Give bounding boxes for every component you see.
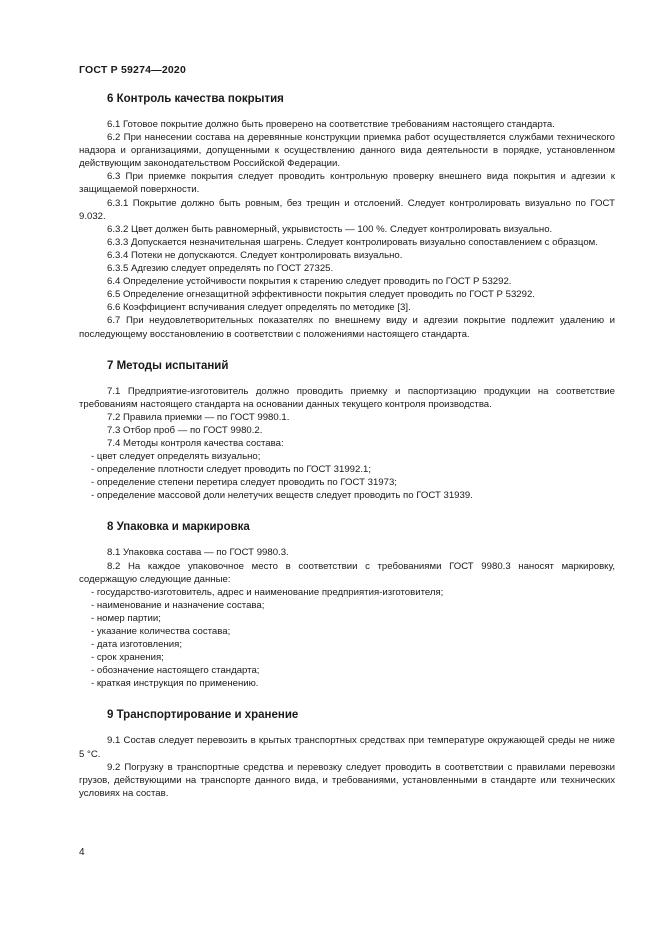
paragraph: 6.7 При неудовлетворительных показателях по внешнему виду и адгезии покрытие подлежит удалению и последующему восстановлению в соответствии с положениями настоящего стандарта. — [79, 315, 615, 340]
section-title: 8 Упаковка и маркировка — [107, 521, 250, 534]
section — [79, 520, 615, 690]
paragraph: 7.1 Предприятие-изготовитель должно проводить приемку и паспортизацию продукции на соответствие требованиям настоящего стандарта на основании данных текущего контроля производства. — [79, 385, 615, 410]
paragraph: 7.3 Отбор проб — по ГОСТ 9980.2. — [107, 424, 263, 436]
section — [79, 92, 615, 341]
list-item: - определение массовой доли нелетучих веществ следует проводить по ГОСТ 31939. — [91, 490, 473, 502]
list-item: - краткая инструкция по применению. — [91, 678, 259, 690]
page-number: 4 — [79, 847, 85, 858]
paragraph: 6.2 При нанесении состава на деревянные конструкции приемка работ осуществляется службами технического надзора и организациями, допущенными к осуществлению данного вида деятельности в порядке, установленном действующим законодательством Российской Федерации. — [79, 132, 615, 170]
list-item: - номер партии; — [91, 612, 161, 624]
section — [79, 359, 615, 503]
paragraph: 9.2 Погрузку в транспортные средства и перевозку следует проводить в соответствии с правилами перевозки грузов, действующими на транспорте данного вида, и требованиями, установленными в стандарте или технических условиях на состав. — [79, 761, 615, 799]
section-title: 7 Методы испытаний — [107, 359, 229, 372]
paragraph: 6.3.3 Допускается незначительная шагрень. Следует контролировать визуально сопоставлением с образцом. — [107, 236, 598, 248]
document-body — [79, 92, 615, 818]
paragraph: 6.3.4 Потеки не допускаются. Следует контролировать визуально. — [107, 249, 403, 261]
document-code: ГОСТ Р 59274—2020 — [79, 64, 187, 76]
paragraph: 6.3 При приемке покрытия следует проводить контрольную проверку внешнего вида покрытия и адгезии к защищаемой поверхности. — [79, 171, 615, 196]
paragraph: 9.1 Состав следует перевозить в крытых транспортных средствах при температуре окружающей среды не ниже 5 °С. — [79, 735, 615, 760]
paragraph: 6.3.2 Цвет должен быть равномерный, укрывистость — 100 %. Следует контролировать визуально. — [107, 223, 553, 235]
list-item: - указание количества состава; — [91, 626, 231, 637]
section — [79, 708, 615, 799]
paragraph: 6.3.5 Адгезию следует определять по ГОСТ 27325. — [107, 263, 334, 275]
paragraph: 8.2 На каждое упаковочное место в соответствии с требованиями ГОСТ 9980.3 наносят маркировку, содержащую следующие данные: — [79, 560, 615, 585]
list-item: - дата изготовления; — [91, 639, 182, 651]
paragraph: 6.5 Определение огнезащитной эффективности покрытия следует проводить по ГОСТ Р 53292. — [107, 289, 535, 301]
paragraph: 6.6 Коэффициент вспучивания следует определять по методике [3]. — [107, 302, 411, 314]
paragraph: 8.1 Упаковка состава — по ГОСТ 9980.3. — [107, 547, 289, 559]
section-title: 6 Контроль качества покрытия — [107, 93, 284, 105]
paragraph: 6.4 Определение устойчивости покрытия к старению следует проводить по ГОСТ Р 53292. — [107, 276, 512, 288]
list-item: - цвет следует определять визуально; — [91, 451, 261, 463]
paragraph: 6.1 Готовое покрытие должно быть проверено на соответствие требованиям настоящего стандарта. — [107, 119, 555, 130]
list-item: - государство-изготовитель, адрес и наименование предприятия-изготовителя; — [91, 586, 444, 598]
section-title: 9 Транспортирование и хранение — [107, 709, 299, 722]
paragraph: 7.2 Правила приемки — по ГОСТ 9980.1. — [107, 411, 290, 423]
paragraph: 6.3.1 Покрытие должно быть ровным, без трещин и отслоений. Следует контролировать визуально по ГОСТ 9.032. — [79, 197, 615, 222]
list-item: - срок хранения; — [91, 652, 164, 664]
list-item: - определение степени перетира следует проводить по ГОСТ 31973; — [91, 477, 397, 489]
list-item: - наименование и назначение состава; — [91, 599, 265, 611]
list-item: - обозначение настоящего стандарта; — [91, 665, 260, 677]
paragraph: 7.4 Методы контроля качества состава: — [107, 437, 284, 449]
list-item: - определение плотности следует проводить по ГОСТ 31992.1; — [91, 464, 371, 476]
